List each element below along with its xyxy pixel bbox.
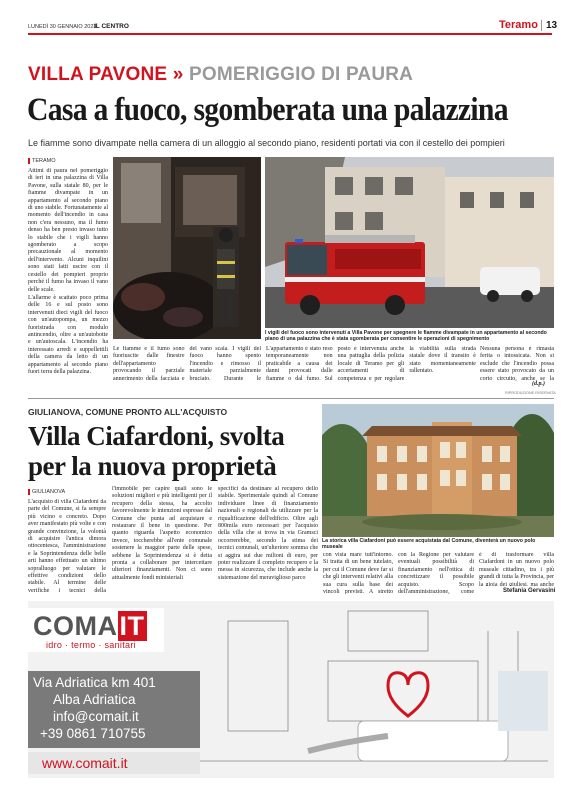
- kicker-separator: »: [172, 64, 184, 85]
- section-divider: [28, 398, 554, 399]
- ad-address-1: Via Adriatica km 401: [33, 675, 156, 690]
- article1-paragraph: Nessuna persona è rimasta ferita o intossicata. Non si esclude che l'incendio possa essere stato provocato da un corto circuito, anche se la: [480, 346, 554, 382]
- article1-column-3: [266, 346, 476, 390]
- article2-column-1: [28, 499, 106, 595]
- article2-kicker: GIULIANOVA, COMUNE PRONTO ALL'ACQUISTO: [28, 407, 228, 417]
- article2-photo-caption: La storica villa Ciafardoni può essere acquistata dal Comune, diventerà un nuovo polo museale: [322, 538, 536, 551]
- article1-subhead: Le fiamme sono divampate nella camera di un alloggio al secondo piano, residenti portati via con il cestello dei pompieri: [28, 137, 505, 148]
- article2-location-marker: [28, 489, 30, 495]
- article1-paragraph: L'allarme è scattato poco prima delle 16 e sul posto sono intervenuti dieci vigili del fuoco con un'autopompa, un mezzo fuoristrada con modulo antincendio, oltre a un'autobotte e un'autoscala. L'incendio ha interessato arredi e suppellettili della camera da letto di un appartamento al secondo piano fuori terra della palazzina.: [28, 294, 108, 375]
- article2-headline-line2: per la nuova proprietà: [28, 451, 277, 481]
- article2-paragraph: con la Regione per valutare eventuali possibilità di finanziamento nell'ottica di concretizzare il possibile acquisto. Scopo dell'amministrazione, come: [398, 552, 474, 594]
- ad-tagline: idro · termo · sanitari: [46, 640, 136, 650]
- article2-signature: Stefania Gervasini: [503, 588, 556, 594]
- article1-column-4: [480, 346, 554, 382]
- article1-headline: Casa a fuoco, sgomberata una palazzina: [27, 92, 508, 128]
- kicker-location: VILLA PAVONE: [28, 64, 168, 85]
- article1-column-2: [113, 346, 261, 390]
- ad-address-2: Alba Adriatica: [53, 692, 136, 707]
- article2-paragraph: con vista mare tutt'intorno. Si tratta di un bene tutelato, per cui il Comune deve far si che gli interventi relativi alla sua cura sulla base dei vincoli previsti. A stretto: [323, 552, 393, 594]
- newspaper-name: IL CENTRO: [94, 23, 129, 30]
- article2-column-2: [112, 486, 212, 594]
- fire-truck-photo: [265, 157, 554, 328]
- article2-column-5: [398, 552, 474, 594]
- section-name: Teramo: [499, 19, 538, 31]
- page-number: 13: [541, 20, 557, 31]
- article1-column-1: [28, 168, 108, 388]
- article2-column-6: [479, 552, 554, 586]
- article2-paragraph: L'acquisto di villa Ciafardoni da parte del Comune, si fa sempre più vicino e concreto. Dopo aver manifestato più volte e con grande convinzione, la volontà di acquisire l'antica dimora ottocentesca, l'amministrazione e la Soprintendenza delle belle arti hanno effettuato un ultimo sopralluogo per valutare le effettive condizioni dello stabile. Al termine delle verifiche i tecnici della: [28, 499, 106, 594]
- article1-paragraph: Attimi di paura nel pomeriggio di ieri in una palazzina di Villa Pavone, sulla statale 80, per le fiamme divampate in un appartamento al secondo piano di uno stabile. Fortunatamente al momento dell'incendio in casa non c'era nessuno, ma il fumo denso ha ben presto invaso tutto lo stabile che i vigili hanno sgomberato a scopo precauzionale al momento dell'intervento. Alcuni inquilini sono stati fatti uscire con il cestello dei pompieri proprio perché il fumo ha invaso il vano delle scale.: [28, 168, 108, 293]
- header-rule: [28, 33, 552, 35]
- ad-website[interactable]: www.comait.it: [42, 755, 128, 771]
- ad-email[interactable]: info@comait.it: [53, 709, 139, 724]
- article2-headline-line1: Villa Ciafardoni, svolta: [28, 421, 285, 451]
- page-date: LUNEDÌ 30 GENNAIO 2023: [28, 24, 97, 30]
- ad-logo-coma: COMA: [33, 611, 118, 641]
- article1-kicker: [28, 64, 413, 86]
- article2-paragraph: l'immobile per capire quali sono le soluzioni migliori e più intelligenti per il recupero della stessa, ha accolto favorevolmente le intenzioni espresse dal Comune che punta ad acquistare e restaurare il bene in questione. Per quanto riguarda l'aspetto economico invece, toccherebbe all'ente comunale sostenere la maggior parte delle spese, sebbene la Soprintendenza si è detta pronta a collaborare per intercettare ulteriori finanziamenti. Non ci sono attualmente fondi ministeriali: [112, 486, 212, 581]
- fire-interior-photo: [113, 157, 261, 339]
- article1-paragraph: L'appartamento è stato reso temporaneamente non praticabile a causa dei danni provocati dalle fiamme o dal fumo. Sul posto è intervenuta anche una pattuglia della polizia locale di Teramo per gli accertamenti di competenza e per regolare la viabilità sulla strada statale dove il transito è stato momentaneamente rallentato.: [266, 346, 476, 382]
- ad-phone[interactable]: +39 0861 710755: [40, 726, 146, 741]
- article2-column-4: [323, 552, 393, 594]
- article1-location: TERAMO: [32, 158, 56, 164]
- article1-location-marker: [28, 158, 30, 164]
- article1-paragraph: Le fiamme e il fumo sono fuoriuscite dalle finestre dell'appartamento provocando il parziale annerimento della facciata e del vano scala. I vigili del fuoco hanno spento l'incendio e rimosso il materiale parzialmente bruciato. Durante le: [113, 346, 261, 382]
- article1-signature: (d.p.): [532, 381, 545, 387]
- article1-photo-credit: RIPRODUZIONE RISERVATA: [505, 391, 556, 395]
- article2-paragraph: specifici da destinare al recupero dello stabile. Sperimentale quindi al Comune individuare linee di finanziamento nazionali e regionali da utilizzare per la riqualificazione dell'edificio. Oltre agli 800mila euro necessari per l'acquisto della villa che si trova in via Gramsci occorrerebbe, secondo la stima dei tecnici comunali, un'ulteriore somma che si aggira sui due milioni di euro, per poter realizzare il completo recupero e la messa in sicurezza, che include anche la sistemazione del meraviglioso parco: [218, 486, 318, 581]
- ad-logo[interactable]: [33, 611, 147, 641]
- article2-location: GIULIANOVA: [32, 489, 66, 495]
- ad-logo-it: IT: [119, 611, 145, 641]
- article2-column-3: [218, 486, 318, 594]
- kicker-topic: POMERIGGIO DI PAURA: [189, 64, 414, 85]
- article1-photo-caption: I vigili del fuoco sono intervenuti a Villa Pavone per spegnere le fiamme divampate in un appartamento al secondo piano di una palazzina che è stata sgomberata per consentire le operazioni di spegnimento: [265, 330, 547, 343]
- villa-photo: [322, 404, 554, 537]
- article2-paragraph: è di trasformare villa Ciafardoni in un nuovo polo museale cittadino, tra i più grandi di tutta la Provincia, per la gioia dei giuliesi, ma anche: [479, 552, 554, 586]
